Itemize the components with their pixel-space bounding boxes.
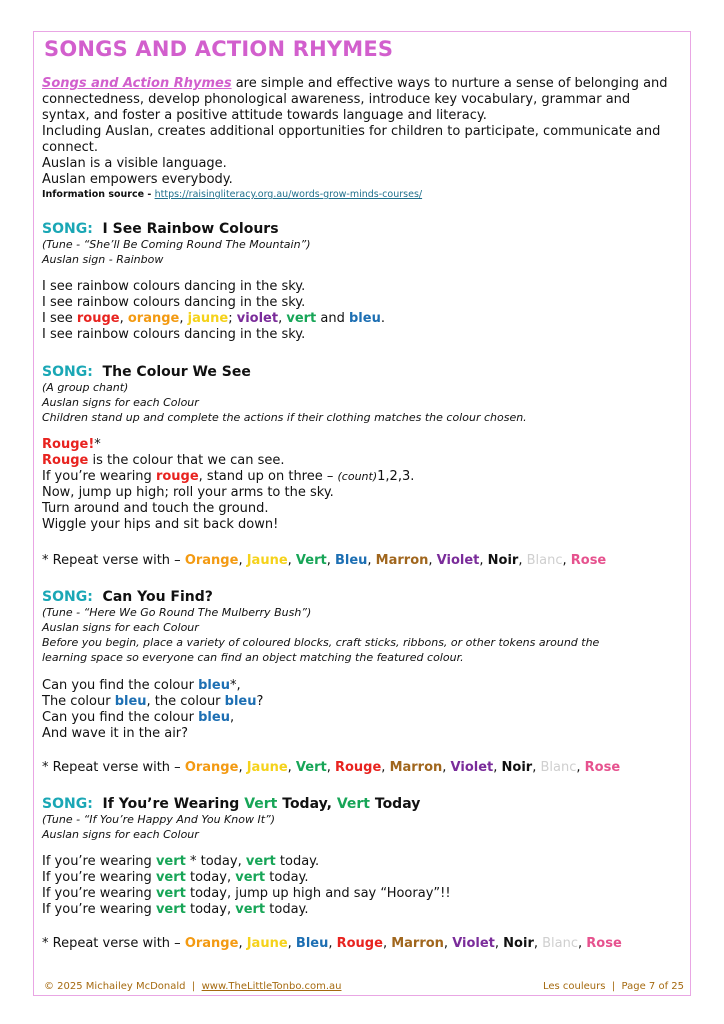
song1-sign: Auslan sign - Rainbow [42, 253, 164, 266]
footer-copyright: © 2025 Michailey McDonald [44, 981, 186, 992]
song2-line: If you’re wearing rouge, stand up on three – (count)1,2,3. [42, 469, 415, 484]
song2-sign: Auslan signs for each Colour [42, 396, 199, 409]
song2-lyrics [42, 437, 414, 533]
song4-line: If you’re wearing vert today, jump up high and say “Hooray”!! [42, 886, 451, 901]
song3-line: Can you find the colour bleu, [42, 710, 235, 725]
page-footer: © 2025 Michailey McDonald | www.TheLittleTonbo.com.au Les couleurs | Page 7 of 25 [44, 981, 684, 992]
footer-site-link[interactable]: www.TheLittleTonbo.com.au [201, 981, 342, 992]
song3-repeat: * Repeat verse with – Orange, Jaune, Vert, Rouge, Marron, Violet, Noir, Blanc, Rose [42, 760, 621, 775]
page-title: SONGS AND ACTION RHYMES [44, 37, 394, 61]
song2-line: Rouge is the colour that we can see. [42, 453, 285, 468]
song1-line: I see rouge, orange, jaune; violet, vert and bleu. [42, 311, 385, 326]
song4-heading: SONG: If You’re Wearing Vert Today, Vert Today [42, 796, 421, 812]
song3-heading: SONG: Can You Find? [42, 589, 213, 605]
intro-line-7: Auslan empowers everybody. [42, 172, 233, 187]
song3-line: The colour bleu, the colour bleu? [42, 694, 264, 709]
song4-repeat: * Repeat verse with – Orange, Jaune, Bleu, Rouge, Marron, Violet, Noir, Blanc, Rose [42, 936, 622, 951]
song4-line: If you’re wearing vert * today, vert today. [42, 854, 320, 869]
intro-line-1: Songs and Action Rhymes are simple and effective ways to nurture a sense of belonging and [42, 76, 668, 91]
intro-link[interactable]: Songs and Action Rhymes [42, 76, 232, 91]
song3-line: Can you find the colour bleu*, [42, 678, 241, 693]
song3-line: And wave it in the air? [42, 726, 189, 741]
song4-tune: (Tune - “If You’re Happy And You Know It”) [42, 813, 276, 826]
song2-chant: (A group chant) [42, 381, 129, 394]
song2-line: Wiggle your hips and sit back down! [42, 517, 279, 532]
song1-line: I see rainbow colours dancing in the sky. [42, 327, 306, 342]
song3-tune: (Tune - “Here We Go Round The Mulberry Bush”) [42, 606, 312, 619]
intro-line-3: syntax, and foster a positive attitude towards language and literacy. [42, 108, 487, 123]
song2-heading: SONG: The Colour We See [42, 364, 251, 380]
song3-sign: Auslan signs for each Colour [42, 621, 199, 634]
song2-instructions: Children stand up and complete the actions if their clothing matches the colour chosen. [42, 411, 527, 424]
song2-repeat: * Repeat verse with – Orange, Jaune, Vert, Bleu, Marron, Violet, Noir, Blanc, Rose [42, 553, 607, 568]
info-source-link[interactable]: https://raisingliteracy.org.au/words-grow-minds-courses/ [154, 189, 423, 200]
song4-line: If you’re wearing vert today, vert today. [42, 902, 309, 917]
song4-lyrics [42, 854, 451, 918]
info-source: Information source - https://raisingliteracy.org.au/words-grow-minds-courses/ [42, 189, 423, 200]
song2-line: Now, jump up high; roll your arms to the sky. [42, 485, 334, 500]
intro-line-6: Auslan is a visible language. [42, 156, 227, 171]
intro-line-5: connect. [42, 140, 98, 155]
intro-line-4: Including Auslan, creates additional opportunities for children to participate, communicate and [42, 124, 661, 139]
song1-lyrics [42, 279, 385, 343]
song1-heading: SONG: I See Rainbow Colours [42, 221, 279, 237]
song4-line: If you’re wearing vert today, vert today. [42, 870, 309, 885]
song1-tune: (Tune - “She’ll Be Coming Round The Mountain”) [42, 238, 311, 251]
song4-sign: Auslan signs for each Colour [42, 828, 199, 841]
footer-page-info: Les couleurs | Page 7 of 25 [542, 981, 684, 992]
song3-lyrics [42, 678, 263, 742]
song1-line: I see rainbow colours dancing in the sky. [42, 295, 306, 310]
intro-line-2: connectedness, develop phonological awareness, introduce key vocabulary, grammar and [42, 92, 631, 107]
song3-instructions-1: Before you begin, place a variety of coloured blocks, craft sticks, ribbons, or other tokens around the [42, 636, 600, 649]
song3-instructions-2: learning space so everyone can find an object matching the featured colour. [42, 651, 464, 664]
song2-verse-heading: Rouge!* [42, 437, 101, 452]
song1-line: I see rainbow colours dancing in the sky. [42, 279, 306, 294]
intro-paragraph [42, 76, 668, 188]
song2-line: Turn around and touch the ground. [42, 501, 269, 516]
